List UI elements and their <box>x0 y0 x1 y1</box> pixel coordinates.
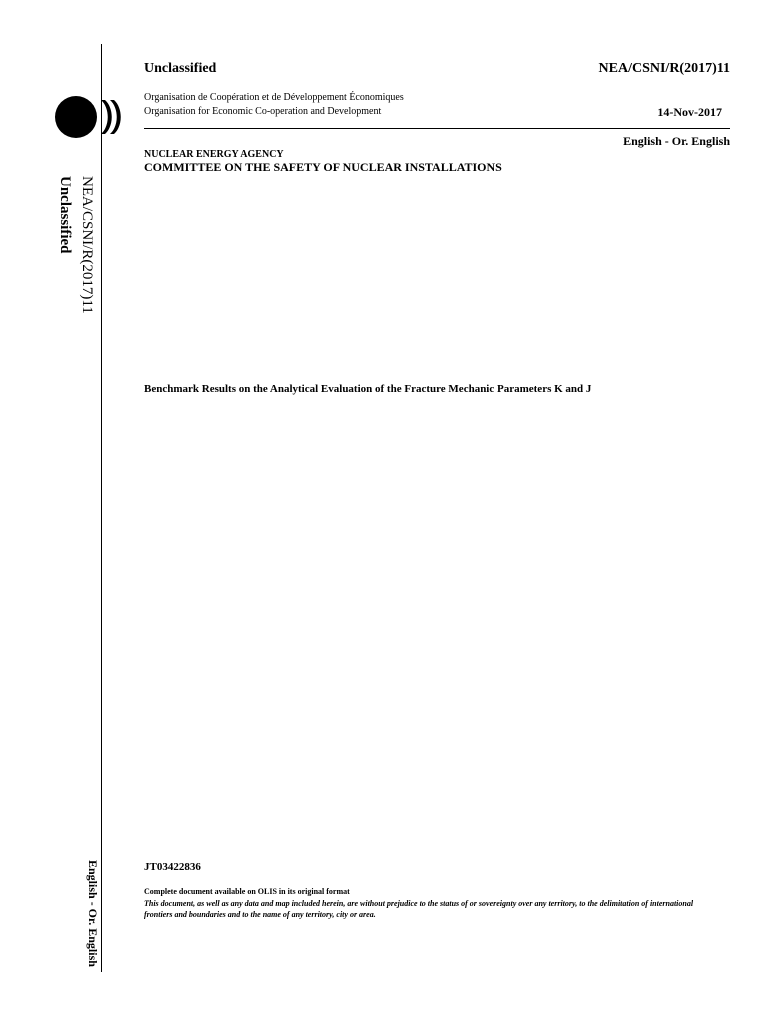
agency-name: NUCLEAR ENERGY AGENCY <box>144 149 284 160</box>
sidebar-language: English - Or. English <box>86 860 100 967</box>
doc-reference: NEA/CSNI/R(2017)11 <box>598 61 730 76</box>
doc-language: English - Or. English <box>623 134 730 148</box>
committee-name: COMMITTEE ON THE SAFETY OF NUCLEAR INSTALLATIONS <box>144 160 502 174</box>
classification-label: Unclassified <box>144 61 217 76</box>
disclaimer-text: This document, as well as any data and map included herein, are without prejudice to the status of or sovereignty over any territory, to the delimitation of international frontiers and boundaries and to the name of any territory, city or area. <box>144 899 694 919</box>
availability-note: Complete document available on OLIS in its original format <box>144 887 350 896</box>
org-name-english: Organisation for Economic Co-operation and Development <box>144 106 382 117</box>
sidebar-rule <box>101 44 102 972</box>
oecd-logo-icon <box>54 94 126 140</box>
sidebar-classification: Unclassified <box>57 176 73 254</box>
org-name-french: Organisation de Coopération et de Développement Économiques <box>144 92 404 103</box>
header-divider <box>144 128 730 129</box>
job-number: JT03422836 <box>144 861 201 873</box>
document-title: Benchmark Results on the Analytical Evaluation of the Fracture Mechanic Parameters K and J <box>144 383 592 395</box>
doc-date: 14-Nov-2017 <box>657 105 722 119</box>
sidebar-doc-reference: NEA/CSNI/R(2017)11 <box>79 176 95 314</box>
